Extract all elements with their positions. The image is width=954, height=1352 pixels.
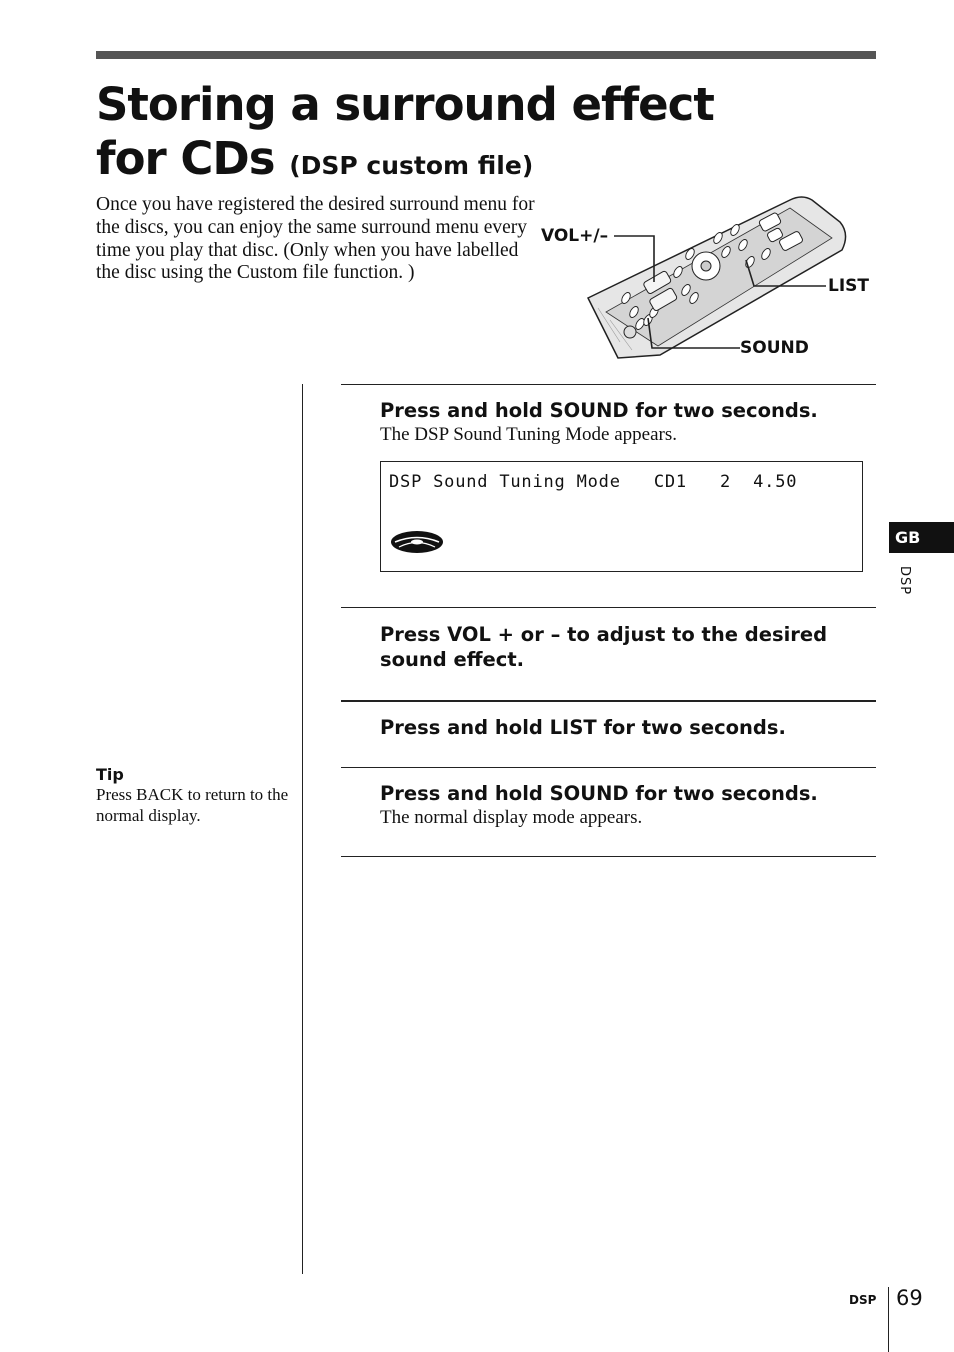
step-4-rule — [341, 767, 876, 768]
label-sound: SOUND — [740, 338, 809, 358]
tip-heading: Tip — [96, 765, 124, 784]
title-line-2-text: for CDs — [96, 132, 275, 185]
intro-paragraph: Once you have registered the desired surround menu for the discs, you can enjoy the same surround menu every time you play that disc. (Only when you have labelled the disc using the Custom file function. ) — [96, 194, 535, 284]
footer-divider — [888, 1287, 889, 1352]
steps-end-rule — [341, 856, 876, 857]
step-2-title: Press VOL + or – to adjust to the desired sound effect. — [380, 623, 828, 671]
page-number: 69 — [896, 1286, 923, 1310]
top-rule — [96, 51, 876, 59]
title-line-2 — [96, 132, 714, 193]
step-3-rule — [341, 700, 876, 702]
title-subtitle: (DSP custom file) — [289, 151, 534, 180]
step-3-title: Press and hold LIST for two seconds. — [380, 716, 786, 739]
side-section-label: DSP — [897, 566, 912, 596]
step-2-rule — [341, 607, 876, 608]
tip-body: Press BACK to return to the normal display. — [96, 785, 289, 825]
column-divider — [302, 384, 303, 1274]
step-1-rule — [341, 384, 876, 385]
label-vol: VOL+/– — [541, 226, 609, 246]
footer-section: DSP — [849, 1293, 877, 1307]
step-4-title: Press and hold SOUND for two seconds. — [380, 782, 818, 805]
language-tab: GB — [889, 522, 954, 553]
title-line-1: Storing a surround effect — [96, 78, 714, 131]
page-title — [96, 78, 714, 193]
display-text: DSP Sound Tuning Mode CD1 2 4.50 — [389, 472, 798, 492]
step-4-desc: The normal display mode appears. — [380, 807, 643, 828]
label-list: LIST — [828, 276, 869, 296]
step-1-title: Press and hold SOUND for two seconds. — [380, 399, 818, 422]
cd-icon — [389, 529, 445, 560]
step-1-desc: The DSP Sound Tuning Mode appears. — [380, 424, 677, 445]
remote-illustration — [540, 190, 880, 365]
display-panel — [380, 461, 863, 572]
